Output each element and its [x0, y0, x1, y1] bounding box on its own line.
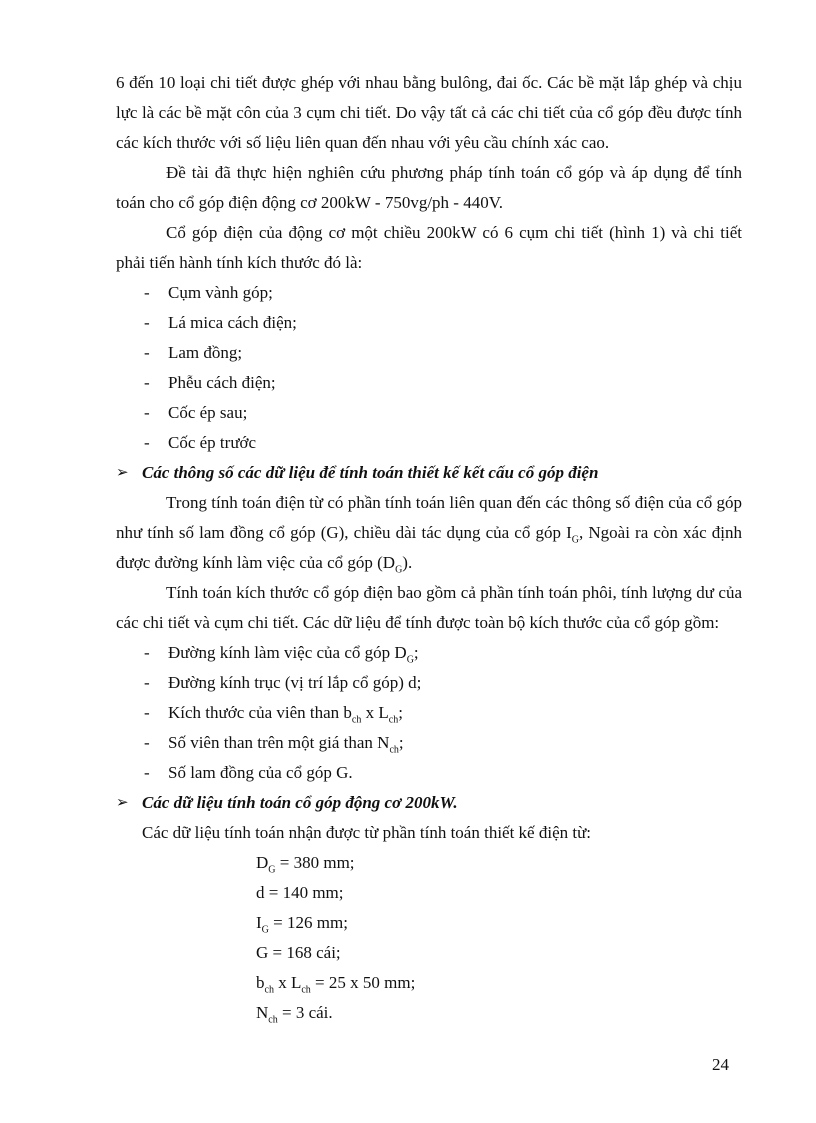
bullet-dash: -: [144, 373, 150, 392]
data-line: $N_{ch} = 3$ cái.: [256, 1003, 333, 1026]
data-line: d = 140 mm;: [256, 883, 344, 902]
bullet-dash: -: [144, 343, 150, 362]
paragraph-dimensions: Tính toán kích thước cổ góp điện bao gồm cả phần tính toán phôi, tính lượng dư của các chi tiết và cụm chi tiết. Các dữ liệu để tính được toàn bộ kích thước của cổ góp gồm:: [116, 583, 742, 632]
bullet-dash: -: [144, 403, 150, 422]
bullet-dash: -: [144, 673, 150, 692]
data-line: $b_{ch}$ x $L_{ch} = 25$ x 50 mm;: [256, 973, 416, 996]
list-item: - Lam đồng;: [116, 338, 742, 368]
paragraph-intro: 6 đến 10 loại chi tiết được ghép với nhau bằng bulông, đai ốc. Các bề mặt lắp ghép và chịu lực là các bề mặt côn của 3 cụm chi tiết. Do vậy tất cả các chi tiết của cổ góp đều được tính các kích thước với số liệu liên quan đến nhau với yêu cầu chính xác cao.: [116, 73, 742, 152]
bullet-dash: -: [144, 643, 150, 662]
bullet-dash: -: [144, 703, 150, 722]
arrow-bullet-icon: ➢: [116, 795, 129, 811]
paragraph-topic: Đề tài đã thực hiện nghiên cứu phương pháp tính toán cổ góp và áp dụng để tính toán cho cổ góp điện động cơ 200kW - 750vg/ph - 440V.: [116, 163, 742, 212]
data-line: $D_G = 380$ mm;: [256, 853, 355, 876]
page-number: 24: [712, 1055, 729, 1074]
data-line: $I_G = 126$ mm;: [256, 913, 348, 936]
list-item: - Kích thước của viên than $b_{ch}$ x $L_{ch}$;: [116, 698, 742, 728]
arrow-bullet-icon: ➢: [116, 465, 129, 481]
section-heading-parameters: ➢ Các thông số các dữ liệu để tính toán thiết kế kết cấu cổ góp điện: [116, 458, 742, 488]
text-body: [116, 68, 742, 1028]
bullet-dash: -: [144, 433, 150, 452]
list-item: - Đường kính làm việc của cổ góp $D_G$;: [116, 638, 742, 668]
bullet-dash: -: [144, 763, 150, 782]
data-list: [116, 638, 742, 788]
list-item: - Phễu cách điện;: [116, 368, 742, 398]
list-item: - Số viên than trên một giá than $N_{ch}$;: [116, 728, 742, 758]
list-item: - Số lam đồng của cổ góp G.: [116, 758, 742, 788]
list-item: - Đường kính trục (vị trí lắp cổ góp) d;: [116, 668, 742, 698]
data-line: G = 168 cái;: [256, 943, 341, 962]
bullet-dash: -: [144, 313, 150, 332]
paragraph-data-source: Các dữ liệu tính toán nhận được từ phần tính toán thiết kế điện từ:: [142, 823, 592, 842]
computed-data: [116, 848, 742, 1028]
list-item: - Lá mica cách điện;: [116, 308, 742, 338]
bullet-dash: -: [144, 283, 150, 302]
list-item: - Cốc ép trước: [116, 428, 742, 458]
bullet-dash: -: [144, 733, 150, 752]
section-heading-data-200kw: ➢ Các dữ liệu tính toán cổ góp động cơ 200kW.: [116, 788, 742, 818]
paragraph-parts-intro: Cổ góp điện của động cơ một chiều 200kW có 6 cụm chi tiết (hình 1) và chi tiết phải tiến hành tính kích thước đó là:: [116, 223, 742, 272]
list-item: - Cụm vành góp;: [116, 278, 742, 308]
list-item: - Cốc ép sau;: [116, 398, 742, 428]
paragraph-electrical: Trong tính toán điện từ có phần tính toán liên quan đến các thông số điện của cổ góp như tính số lam đồng cổ góp (G), chiều dài tác dụng của cổ góp $I_G$, Ngoài ra còn xác định được đường kính làm việc của cổ góp $(D_G)$.: [116, 493, 742, 576]
parts-list: [116, 278, 742, 458]
